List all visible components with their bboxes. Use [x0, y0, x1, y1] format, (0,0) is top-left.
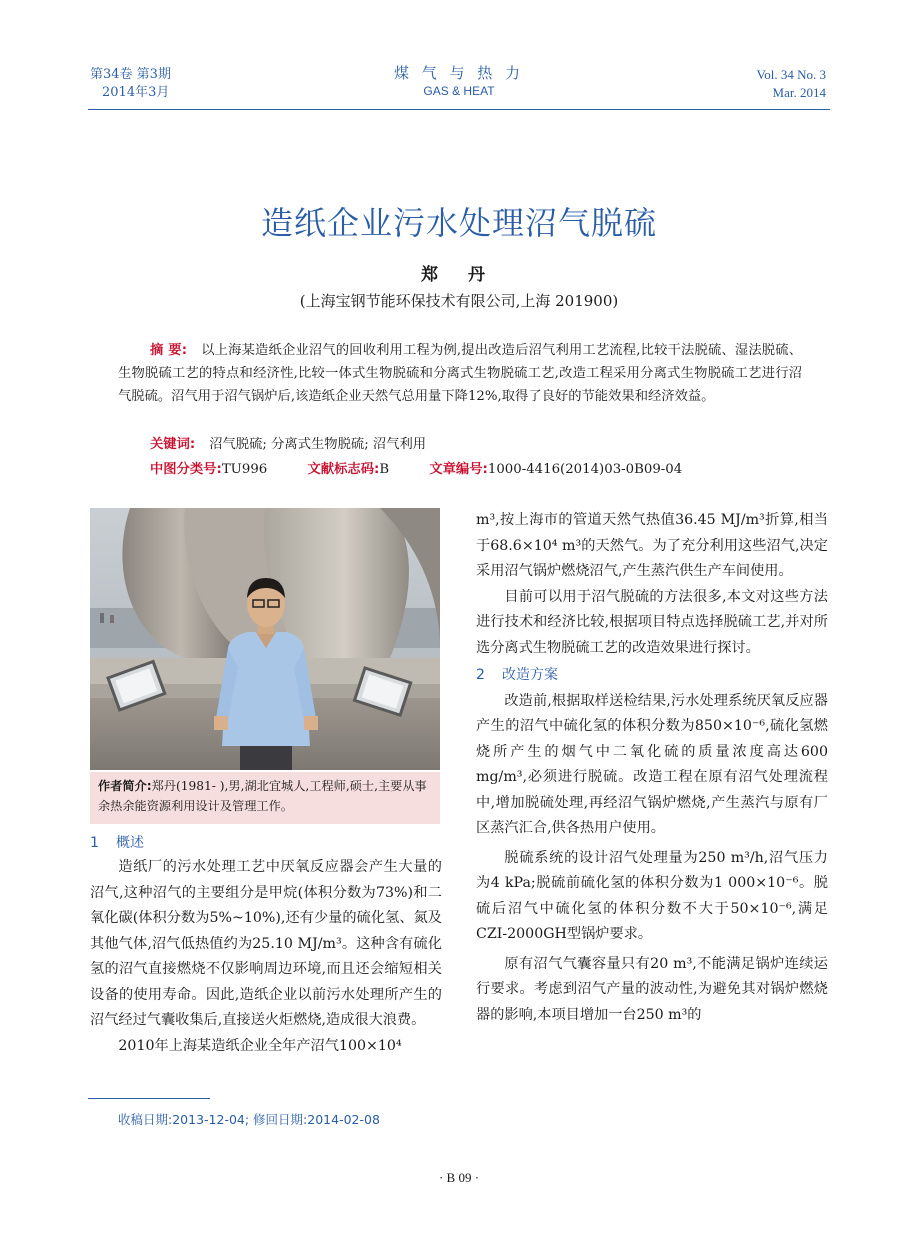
- abstract: [118, 339, 802, 408]
- keywords: [150, 433, 426, 456]
- section-1-paragraph-2: 2010年上海某造纸企业全年产沼气100×10⁴: [118, 1037, 402, 1054]
- author-bio-text: 郑丹(1981- ),男,湖北宜城人,工程师,硕士,主要从事余热余能资源利用设计及管理工作。: [98, 779, 427, 813]
- abstract-text: 以上海某造纸企业沼气的回收利用工程为例,提出改造后沼气利用工艺流程,比较干法脱硫、湿法脱硫、生物脱硫工艺的特点和经济性,比较一体式生物脱硫和分离式生物脱硫工艺,改造工程采用分离式生物脱硫工艺进行沼气脱硫。沼气用于沼气锅炉后,该造纸企业天然气总用量下降12%,取得了良好的节能效果和经济效益。: [118, 343, 802, 404]
- header-date-en: Mar. 2014: [772, 85, 826, 100]
- clc-value: TU996: [221, 462, 268, 477]
- section-2-heading: [476, 663, 828, 689]
- right-paragraph-1: m³,按上海市的管道天然气热值36.45 MJ/m³折算,相当于68.6×10⁴ m³的天然气。为了充分利用这些沼气,决定采用沼气锅炉燃烧沼气,产生蒸汽供生产车间使用。: [476, 512, 828, 579]
- author-bio-label: 作者简介:: [98, 779, 152, 793]
- article-no-label: 文章编号:: [429, 462, 488, 477]
- section-2-paragraph-2: 脱硫系统的设计沼气处理量为250 m³/h,沼气压力为4 kPa;脱硫前硫化氢的体积分数为1 000×10⁻⁶。脱硫后沼气中硫化氢的体积分数不大于50×10⁻⁶,满足CZI-2000GH型锅炉要求。: [476, 849, 828, 942]
- section-2-paragraph-1: 改造前,根据取样送检结果,污水处理系统厌氧反应器产生的沼气中硫化氢的体积分数为850×10⁻⁶,硫化氢燃烧所产生的烟气中二氧化硫的质量浓度高达600 mg/m³,必须进行脱硫。改造工程在原有沼气处理流程中,增加脱硫处理,再经沼气锅炉燃烧,产生蒸汽与原有厂区蒸汽汇合,供各热用户使用。: [476, 692, 828, 836]
- right-column-body: [476, 508, 828, 1028]
- section-2-number: 2: [476, 667, 485, 683]
- header-journal-volume-en: [757, 66, 826, 102]
- classification-line: [150, 458, 682, 481]
- journal-name-en: GAS & HEAT: [423, 84, 495, 98]
- keywords-label: 关键词:: [150, 437, 196, 452]
- keywords-text: 沼气脱硫; 分离式生物脱硫; 沼气利用: [209, 437, 427, 452]
- footnote-dates: 收稿日期:2013-12-04; 修回日期:2014-02-08: [118, 1112, 380, 1127]
- section-1-number: 1: [90, 835, 99, 851]
- doc-code-value: B: [379, 462, 390, 477]
- page-number: · B 09 ·: [438, 1170, 480, 1185]
- journal-name-cn: 煤 气 与 热 力: [393, 64, 525, 82]
- right-paragraph-2: 目前可以用于沼气脱硫的方法很多,本文对这些方法进行技术和经济比较,根据项目特点选择脱硫工艺,并对所选分离式生物脱硫工艺的改造效果进行探讨。: [476, 588, 828, 656]
- section-1-body: [90, 855, 442, 1059]
- header-rule: [88, 109, 830, 110]
- section-2-paragraph-3: 原有沼气气囊容量只有20 m³,不能满足锅炉连续运行要求。考虑到沼气产量的波动性,为避免其对锅炉燃烧器的影响,本项目增加一台250 m³的: [476, 955, 828, 1023]
- header-date: 2014年3月: [102, 85, 170, 100]
- author-name: 郑 丹: [421, 265, 497, 285]
- article-title: 造纸企业污水处理沼气脱硫: [260, 204, 657, 242]
- clc-label: 中图分类号:: [150, 462, 222, 477]
- section-1-paragraph-1: 造纸厂的污水处理工艺中厌氧反应器会产生大量的沼气,这种沼气的主要组分是甲烷(体积分数为73%)和二氧化碳(体积分数为5%~10%),还有少量的硫化氢、氮及其他气体,沼气低热值约为25.10 MJ/m³。这种含有硫化氢的沼气直接燃烧不仅影响周边环境,而且还会缩短相关设备的使用寿命。因此,造纸企业以前污水处理所产生的沼气经过气囊收集后,直接送火炬燃烧,造成很大浪费。: [90, 859, 442, 1028]
- section-1-title: 概述: [116, 835, 144, 851]
- author-bio-caption: [90, 772, 440, 824]
- author-affiliation: (上海宝钢节能环保技术有限公司,上海 201900): [299, 292, 619, 310]
- section-1-heading: [90, 832, 144, 852]
- section-2-title: 改造方案: [502, 667, 558, 683]
- author-photo-illustration: [90, 508, 440, 770]
- doc-code-label: 文献标志码:: [307, 462, 380, 477]
- author-photo: [90, 508, 440, 770]
- footnote-rule: [88, 1098, 210, 1099]
- article-no-value: 1000-4416(2014)03-0B09-04: [487, 462, 683, 477]
- abstract-label: 摘 要:: [150, 343, 188, 358]
- header-volume-issue: 第34卷 第3期: [90, 67, 171, 82]
- header-volume-en: Vol. 34 No. 3: [756, 67, 826, 82]
